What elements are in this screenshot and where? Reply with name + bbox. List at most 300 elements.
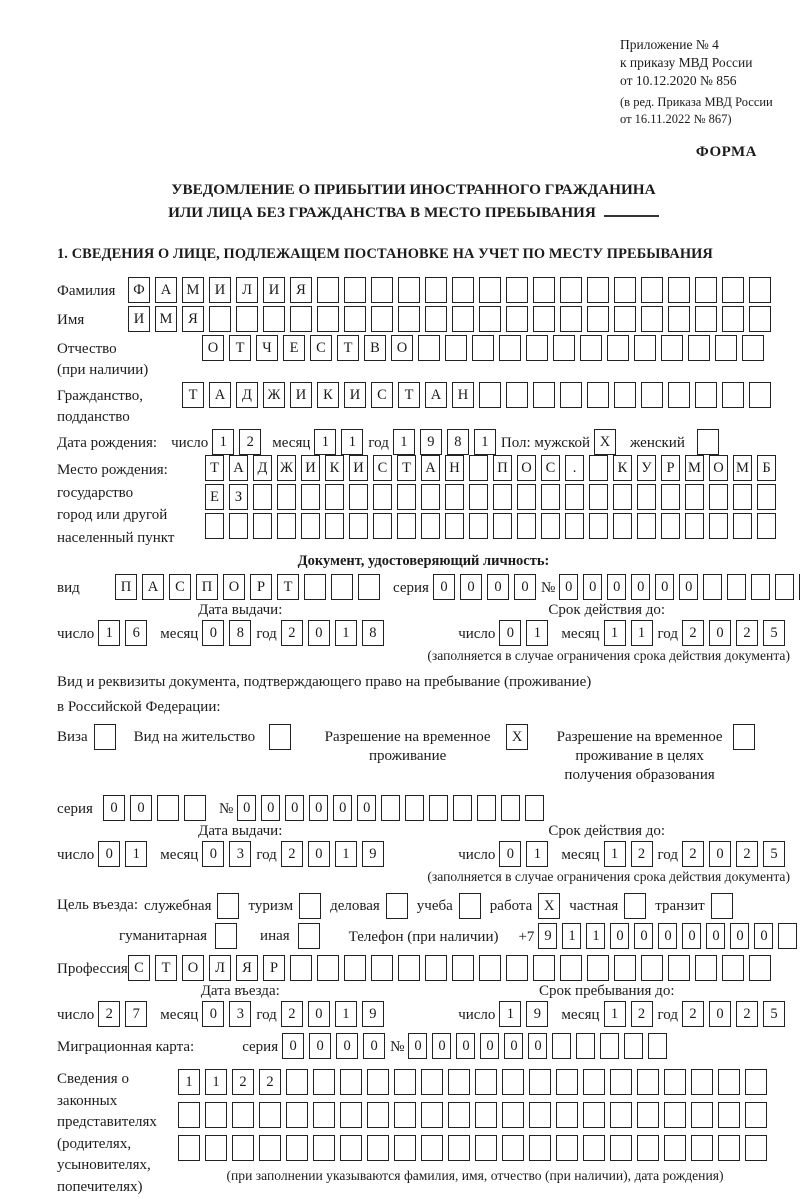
char-box[interactable]: [637, 1102, 659, 1128]
char-box[interactable]: 1: [314, 429, 336, 455]
char-box[interactable]: [745, 1135, 767, 1161]
char-box[interactable]: Ч: [256, 335, 278, 361]
char-box[interactable]: 0: [607, 574, 626, 600]
char-box[interactable]: [556, 1102, 578, 1128]
char-box[interactable]: [661, 513, 680, 539]
char-box[interactable]: [277, 484, 296, 510]
char-box[interactable]: [533, 955, 555, 981]
char-box[interactable]: 0: [631, 574, 650, 600]
char-box[interactable]: [209, 306, 231, 332]
char-box[interactable]: [733, 513, 752, 539]
char-box[interactable]: [475, 1135, 497, 1161]
char-box[interactable]: [304, 574, 326, 600]
char-box[interactable]: Ж: [277, 455, 296, 481]
char-box[interactable]: М: [733, 455, 752, 481]
purpose-tourism-checkbox[interactable]: [299, 893, 321, 919]
char-box[interactable]: [718, 1102, 740, 1128]
char-box[interactable]: [661, 484, 680, 510]
char-box[interactable]: 2: [281, 620, 303, 646]
char-box[interactable]: Д: [236, 382, 258, 408]
char-box[interactable]: [373, 484, 392, 510]
char-box[interactable]: [749, 382, 771, 408]
char-box[interactable]: 2: [682, 1001, 704, 1027]
char-box[interactable]: [565, 513, 584, 539]
char-box[interactable]: [691, 1069, 713, 1095]
char-box[interactable]: Ф: [128, 277, 150, 303]
char-box[interactable]: [371, 306, 393, 332]
char-box[interactable]: [344, 306, 366, 332]
char-box[interactable]: И: [263, 277, 285, 303]
char-box[interactable]: [502, 1135, 524, 1161]
char-box[interactable]: [695, 306, 717, 332]
char-box[interactable]: [614, 382, 636, 408]
char-box[interactable]: [525, 795, 544, 821]
char-box[interactable]: [637, 484, 656, 510]
char-box[interactable]: [398, 277, 420, 303]
char-box[interactable]: [367, 1135, 389, 1161]
char-box[interactable]: [506, 277, 528, 303]
char-box[interactable]: [722, 306, 744, 332]
char-box[interactable]: [313, 1135, 335, 1161]
char-box[interactable]: [533, 382, 555, 408]
char-box[interactable]: [349, 484, 368, 510]
char-box[interactable]: 1: [205, 1069, 227, 1095]
char-box[interactable]: [381, 795, 400, 821]
char-box[interactable]: 8: [447, 429, 469, 455]
char-box[interactable]: [469, 513, 488, 539]
char-box[interactable]: 2: [98, 1001, 120, 1027]
char-box[interactable]: [610, 1135, 632, 1161]
char-box[interactable]: [587, 277, 609, 303]
char-box[interactable]: 1: [335, 620, 357, 646]
char-box[interactable]: 2: [736, 841, 758, 867]
char-box[interactable]: К: [317, 382, 339, 408]
char-box[interactable]: [733, 484, 752, 510]
purpose-work-checkbox[interactable]: X: [538, 893, 560, 919]
char-box[interactable]: 0: [432, 1033, 451, 1059]
char-box[interactable]: А: [155, 277, 177, 303]
char-box[interactable]: П: [115, 574, 137, 600]
char-box[interactable]: 0: [514, 574, 536, 600]
char-box[interactable]: Т: [229, 335, 251, 361]
char-box[interactable]: А: [142, 574, 164, 600]
char-box[interactable]: [259, 1135, 281, 1161]
char-box[interactable]: [529, 1102, 551, 1128]
char-box[interactable]: 1: [526, 841, 548, 867]
char-box[interactable]: 1: [586, 923, 605, 949]
char-box[interactable]: [317, 306, 339, 332]
char-box[interactable]: 0: [480, 1033, 499, 1059]
char-box[interactable]: [641, 382, 663, 408]
char-box[interactable]: [421, 1069, 443, 1095]
char-box[interactable]: 1: [631, 620, 653, 646]
char-box[interactable]: [236, 306, 258, 332]
char-box[interactable]: [614, 306, 636, 332]
char-box[interactable]: 0: [282, 1033, 304, 1059]
char-box[interactable]: И: [128, 306, 150, 332]
char-box[interactable]: 0: [709, 1001, 731, 1027]
char-box[interactable]: [727, 574, 746, 600]
char-box[interactable]: [749, 955, 771, 981]
char-box[interactable]: [517, 484, 536, 510]
char-box[interactable]: [775, 574, 794, 600]
char-box[interactable]: 1: [604, 841, 626, 867]
char-box[interactable]: В: [364, 335, 386, 361]
char-box[interactable]: С: [541, 455, 560, 481]
char-box[interactable]: [448, 1069, 470, 1095]
char-box[interactable]: [479, 955, 501, 981]
char-box[interactable]: [421, 484, 440, 510]
char-box[interactable]: О: [202, 335, 224, 361]
char-box[interactable]: 0: [682, 923, 701, 949]
char-box[interactable]: [722, 277, 744, 303]
char-box[interactable]: 9: [526, 1001, 548, 1027]
char-box[interactable]: [371, 955, 393, 981]
char-box[interactable]: 1: [125, 841, 147, 867]
char-box[interactable]: 0: [408, 1033, 427, 1059]
char-box[interactable]: 1: [562, 923, 581, 949]
char-box[interactable]: Р: [250, 574, 272, 600]
char-box[interactable]: К: [613, 455, 632, 481]
char-box[interactable]: 0: [487, 574, 509, 600]
temp-residence-checkbox[interactable]: X: [506, 724, 528, 750]
char-box[interactable]: 0: [706, 923, 725, 949]
char-box[interactable]: [664, 1135, 686, 1161]
char-box[interactable]: [479, 306, 501, 332]
char-box[interactable]: 0: [309, 795, 328, 821]
char-box[interactable]: 0: [634, 923, 653, 949]
char-box[interactable]: Ж: [263, 382, 285, 408]
char-box[interactable]: [576, 1033, 595, 1059]
char-box[interactable]: [325, 513, 344, 539]
char-box[interactable]: [641, 277, 663, 303]
char-box[interactable]: К: [325, 455, 344, 481]
purpose-official-checkbox[interactable]: [217, 893, 239, 919]
char-box[interactable]: 0: [308, 1001, 330, 1027]
char-box[interactable]: [358, 574, 380, 600]
char-box[interactable]: Е: [283, 335, 305, 361]
char-box[interactable]: [553, 335, 575, 361]
char-box[interactable]: 0: [504, 1033, 523, 1059]
char-box[interactable]: С: [310, 335, 332, 361]
char-box[interactable]: [668, 955, 690, 981]
char-box[interactable]: [340, 1135, 362, 1161]
char-box[interactable]: 1: [393, 429, 415, 455]
temp-residence-education-checkbox[interactable]: [733, 724, 755, 750]
char-box[interactable]: Т: [182, 382, 204, 408]
char-box[interactable]: [506, 382, 528, 408]
char-box[interactable]: [259, 1102, 281, 1128]
char-box[interactable]: 2: [736, 1001, 758, 1027]
char-box[interactable]: [703, 574, 722, 600]
char-box[interactable]: [637, 513, 656, 539]
char-box[interactable]: 0: [237, 795, 256, 821]
char-box[interactable]: [506, 955, 528, 981]
char-box[interactable]: [371, 277, 393, 303]
char-box[interactable]: [529, 1135, 551, 1161]
char-box[interactable]: [745, 1069, 767, 1095]
char-box[interactable]: [178, 1102, 200, 1128]
char-box[interactable]: [685, 513, 704, 539]
char-box[interactable]: [253, 484, 272, 510]
char-box[interactable]: [600, 1033, 619, 1059]
char-box[interactable]: [709, 484, 728, 510]
char-box[interactable]: [541, 484, 560, 510]
char-box[interactable]: [479, 382, 501, 408]
char-box[interactable]: М: [685, 455, 704, 481]
char-box[interactable]: [499, 335, 521, 361]
char-box[interactable]: О: [182, 955, 204, 981]
char-box[interactable]: Т: [337, 335, 359, 361]
char-box[interactable]: [587, 306, 609, 332]
char-box[interactable]: [685, 484, 704, 510]
char-box[interactable]: 1: [178, 1069, 200, 1095]
char-box[interactable]: [397, 513, 416, 539]
char-box[interactable]: [286, 1102, 308, 1128]
char-box[interactable]: Р: [661, 455, 680, 481]
sex-female-checkbox[interactable]: [697, 429, 719, 455]
char-box[interactable]: [313, 1102, 335, 1128]
char-box[interactable]: 2: [631, 841, 653, 867]
char-box[interactable]: Е: [205, 484, 224, 510]
char-box[interactable]: [580, 335, 602, 361]
char-box[interactable]: [664, 1069, 686, 1095]
char-box[interactable]: [421, 1135, 443, 1161]
char-box[interactable]: [641, 306, 663, 332]
char-box[interactable]: [637, 1069, 659, 1095]
char-box[interactable]: [589, 455, 608, 481]
char-box[interactable]: 0: [130, 795, 152, 821]
char-box[interactable]: [529, 1069, 551, 1095]
char-box[interactable]: [445, 335, 467, 361]
char-box[interactable]: Я: [182, 306, 204, 332]
char-box[interactable]: [394, 1069, 416, 1095]
char-box[interactable]: [688, 335, 710, 361]
char-box[interactable]: [757, 513, 776, 539]
char-box[interactable]: Т: [155, 955, 177, 981]
char-box[interactable]: П: [493, 455, 512, 481]
char-box[interactable]: 6: [125, 620, 147, 646]
char-box[interactable]: [448, 1102, 470, 1128]
char-box[interactable]: [517, 513, 536, 539]
char-box[interactable]: [541, 513, 560, 539]
char-box[interactable]: [610, 1069, 632, 1095]
char-box[interactable]: Т: [397, 455, 416, 481]
char-box[interactable]: О: [709, 455, 728, 481]
char-box[interactable]: Н: [452, 382, 474, 408]
char-box[interactable]: И: [209, 277, 231, 303]
char-box[interactable]: [493, 513, 512, 539]
char-box[interactable]: 9: [362, 841, 384, 867]
char-box[interactable]: [479, 277, 501, 303]
char-box[interactable]: У: [637, 455, 656, 481]
char-box[interactable]: [560, 382, 582, 408]
char-box[interactable]: Б: [757, 455, 776, 481]
char-box[interactable]: [668, 277, 690, 303]
char-box[interactable]: [425, 306, 447, 332]
sex-male-checkbox[interactable]: X: [594, 429, 616, 455]
char-box[interactable]: [502, 1102, 524, 1128]
char-box[interactable]: [317, 277, 339, 303]
char-box[interactable]: С: [169, 574, 191, 600]
char-box[interactable]: 1: [98, 620, 120, 646]
char-box[interactable]: 0: [709, 620, 731, 646]
char-box[interactable]: Я: [236, 955, 258, 981]
char-box[interactable]: 0: [709, 841, 731, 867]
char-box[interactable]: 0: [499, 841, 521, 867]
char-box[interactable]: [560, 277, 582, 303]
char-box[interactable]: [749, 277, 771, 303]
char-box[interactable]: [469, 455, 488, 481]
char-box[interactable]: Т: [277, 574, 299, 600]
char-box[interactable]: [560, 306, 582, 332]
char-box[interactable]: [587, 955, 609, 981]
char-box[interactable]: [290, 306, 312, 332]
char-box[interactable]: 0: [202, 1001, 224, 1027]
char-box[interactable]: [452, 955, 474, 981]
char-box[interactable]: 0: [308, 841, 330, 867]
char-box[interactable]: 2: [232, 1069, 254, 1095]
char-box[interactable]: [325, 484, 344, 510]
char-box[interactable]: [418, 335, 440, 361]
char-box[interactable]: [751, 574, 770, 600]
char-box[interactable]: [583, 1135, 605, 1161]
char-box[interactable]: 8: [362, 620, 384, 646]
char-box[interactable]: 9: [362, 1001, 384, 1027]
char-box[interactable]: [718, 1135, 740, 1161]
char-box[interactable]: [344, 277, 366, 303]
char-box[interactable]: [691, 1135, 713, 1161]
char-box[interactable]: 0: [528, 1033, 547, 1059]
char-box[interactable]: 1: [341, 429, 363, 455]
char-box[interactable]: [614, 955, 636, 981]
char-box[interactable]: [583, 1069, 605, 1095]
char-box[interactable]: [695, 382, 717, 408]
char-box[interactable]: [397, 484, 416, 510]
char-box[interactable]: [469, 484, 488, 510]
char-box[interactable]: Я: [290, 277, 312, 303]
char-box[interactable]: [205, 1135, 227, 1161]
char-box[interactable]: 0: [559, 574, 578, 600]
char-box[interactable]: [695, 955, 717, 981]
char-box[interactable]: [184, 795, 206, 821]
char-box[interactable]: 0: [730, 923, 749, 949]
char-box[interactable]: [614, 277, 636, 303]
char-box[interactable]: А: [209, 382, 231, 408]
char-box[interactable]: [668, 306, 690, 332]
char-box[interactable]: И: [290, 382, 312, 408]
char-box[interactable]: 0: [460, 574, 482, 600]
char-box[interactable]: Р: [263, 955, 285, 981]
char-box[interactable]: З: [229, 484, 248, 510]
char-box[interactable]: [263, 306, 285, 332]
char-box[interactable]: 1: [604, 620, 626, 646]
char-box[interactable]: [506, 306, 528, 332]
char-box[interactable]: [745, 1102, 767, 1128]
char-box[interactable]: [613, 484, 632, 510]
char-box[interactable]: 0: [202, 620, 224, 646]
char-box[interactable]: [277, 513, 296, 539]
char-box[interactable]: [691, 1102, 713, 1128]
char-box[interactable]: 0: [202, 841, 224, 867]
char-box[interactable]: [317, 955, 339, 981]
char-box[interactable]: 2: [736, 620, 758, 646]
char-box[interactable]: 0: [456, 1033, 475, 1059]
char-box[interactable]: [634, 335, 656, 361]
char-box[interactable]: [421, 513, 440, 539]
char-box[interactable]: [552, 1033, 571, 1059]
char-box[interactable]: [313, 1069, 335, 1095]
char-box[interactable]: [565, 484, 584, 510]
char-box[interactable]: [637, 1135, 659, 1161]
char-box[interactable]: [425, 277, 447, 303]
char-box[interactable]: С: [128, 955, 150, 981]
char-box[interactable]: Т: [398, 382, 420, 408]
char-box[interactable]: 3: [229, 1001, 251, 1027]
char-box[interactable]: [587, 382, 609, 408]
char-box[interactable]: [526, 335, 548, 361]
purpose-transit-checkbox[interactable]: [711, 893, 733, 919]
char-box[interactable]: [340, 1069, 362, 1095]
char-box[interactable]: [367, 1102, 389, 1128]
char-box[interactable]: 0: [103, 795, 125, 821]
char-box[interactable]: М: [182, 277, 204, 303]
char-box[interactable]: 0: [357, 795, 376, 821]
char-box[interactable]: О: [517, 455, 536, 481]
char-box[interactable]: 2: [281, 1001, 303, 1027]
purpose-business-checkbox[interactable]: [386, 893, 408, 919]
purpose-study-checkbox[interactable]: [459, 893, 481, 919]
char-box[interactable]: 1: [474, 429, 496, 455]
char-box[interactable]: [448, 1135, 470, 1161]
char-box[interactable]: И: [349, 455, 368, 481]
char-box[interactable]: [405, 795, 424, 821]
char-box[interactable]: М: [155, 306, 177, 332]
char-box[interactable]: [229, 513, 248, 539]
char-box[interactable]: [749, 306, 771, 332]
char-box[interactable]: [533, 306, 555, 332]
char-box[interactable]: С: [373, 455, 392, 481]
char-box[interactable]: 2: [239, 429, 261, 455]
char-box[interactable]: 1: [212, 429, 234, 455]
char-box[interactable]: 0: [583, 574, 602, 600]
char-box[interactable]: [583, 1102, 605, 1128]
purpose-other-checkbox[interactable]: [298, 923, 320, 949]
char-box[interactable]: 0: [285, 795, 304, 821]
char-box[interactable]: [757, 484, 776, 510]
char-box[interactable]: 1: [526, 620, 548, 646]
char-box[interactable]: [556, 1135, 578, 1161]
char-box[interactable]: [742, 335, 764, 361]
char-box[interactable]: [452, 306, 474, 332]
purpose-private-checkbox[interactable]: [624, 893, 646, 919]
char-box[interactable]: [501, 795, 520, 821]
char-box[interactable]: 1: [499, 1001, 521, 1027]
char-box[interactable]: [475, 1102, 497, 1128]
char-box[interactable]: О: [391, 335, 413, 361]
char-box[interactable]: [477, 795, 496, 821]
char-box[interactable]: [205, 513, 224, 539]
char-box[interactable]: [232, 1135, 254, 1161]
char-box[interactable]: [344, 955, 366, 981]
char-box[interactable]: [709, 513, 728, 539]
char-box[interactable]: [668, 382, 690, 408]
char-box[interactable]: Н: [445, 455, 464, 481]
char-box[interactable]: [778, 923, 797, 949]
char-box[interactable]: 7: [125, 1001, 147, 1027]
char-box[interactable]: 0: [679, 574, 698, 600]
residence-permit-checkbox[interactable]: [269, 724, 291, 750]
